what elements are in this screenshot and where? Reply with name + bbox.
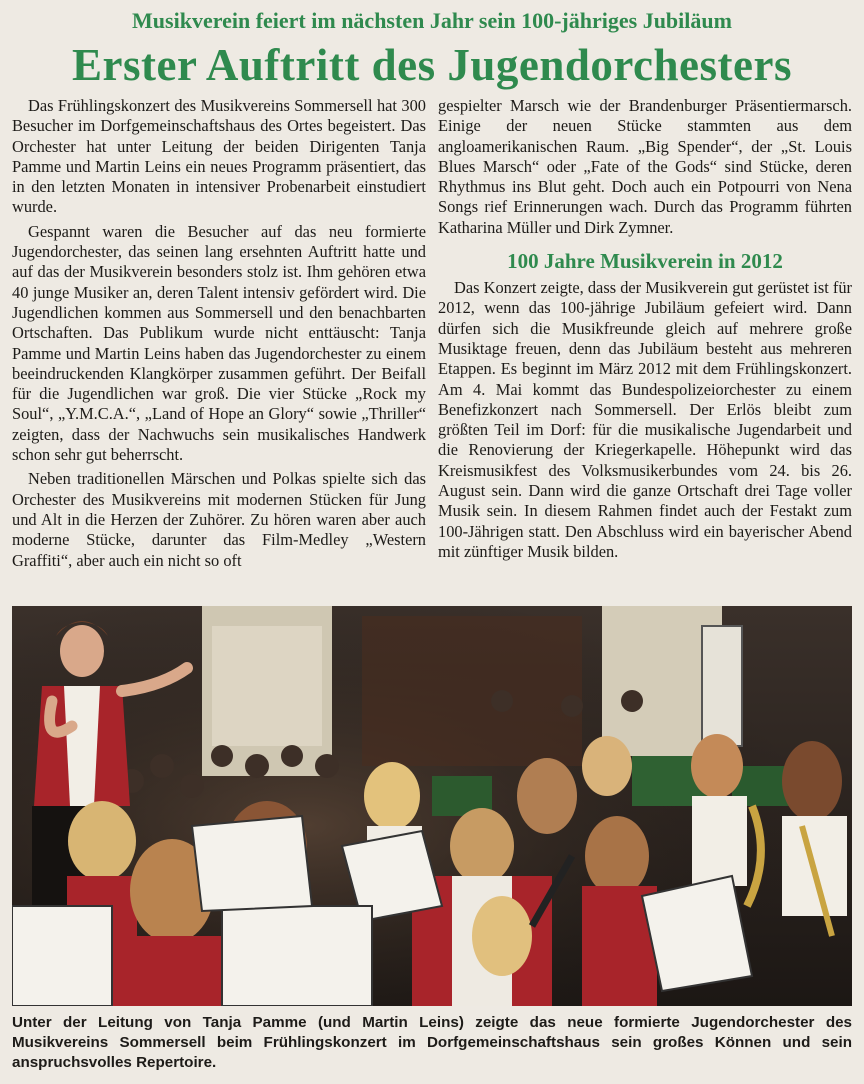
paragraph-continuation: gespielter Marsch wie der Brandenburger Präsentiermarsch. Einige der neuen Stücke stammten aus dem angloamerikanischen Raum. „Big Spender“, der „St. Louis Blues Marsch“ oder „Fate of the Gods“ sind Stücke, deren Rhythmus ins Blut geht. Doch auch ein Potpourri von Nena Songs rief Erinnerungen wach. Durch das Programm führten Katharina Müller und Dirk Zymner. — [438, 96, 852, 237]
concert-photo-illustration — [12, 606, 852, 1006]
sheet-music — [192, 816, 312, 911]
right-column — [438, 96, 852, 562]
paragraph-anniversary: Das Konzert zeigte, dass der Musikverein gut gerüstet ist für 2012, wenn das 100-jährige Jubiläum gefeiert wird. Dann dürfen sich die Musikfreunde gleich auf mehrere große Musiktage freuen, denn das Jubiläum besteht aus mehreren Etappen. Es beginnt im März 2012 mit dem Frühlingskonzert. Am 4. Mai kommt das Bundespolizeiorchester zu einem Benefizkonzert nach Sommersell. Der Erlös bleibt zum größten Teil im Dorf: für die musikalische Jugendarbeit und die Renovierung der Kriegerkapelle. Höhepunkt wird das Kreismusikfest des Volksmusikerbundes vom 24. bis 26. August sein. Dann wird die ganze Ortschaft drei Tage voller Musik sein. In diesem Rahmen findet auch der Festakt zum 100-Jährigen statt. Den Abschluss wird ein bayerischer Abend mit zünftiger Musik bilden. — [438, 278, 852, 561]
photo-caption: Unter der Leitung von Tanja Pamme (und Martin Leins) zeigte das neue formierte Jugendorchester des Musikvereins Sommersell beim Frühlingskonzert im Dorfgemeinschaftshaus sein großes Können und sein anspruchsvolles Repertoire. — [12, 1014, 852, 1071]
paragraph-intro: Das Frühlingskonzert des Musikvereins Sommersell hat 300 Besucher im Dorfgemeinschaftshaus des Ortes begeistert. Das Orchester hat unter Leitung der beiden Dirigenten Tanja Pamme und Martin Leins ein neues Programm präsentiert, das in den letzten Monaten in intensiver Probenarbeit einstudiert wurde. — [12, 96, 426, 217]
sheet-music — [642, 876, 752, 991]
concert-photo — [12, 606, 852, 1006]
article-headline: Erster Auftritt des Jugendorchesters — [72, 40, 792, 90]
left-column — [12, 96, 426, 571]
subheading: 100 Jahre Musikverein in 2012 — [507, 249, 783, 274]
sheet-music — [222, 906, 372, 1006]
article-kicker: Musikverein feiert im nächsten Jahr sein 100-jähriges Jubiläum — [132, 8, 732, 33]
sheet-music — [12, 906, 112, 1006]
paragraph-youth-orchestra: Gespannt waren die Besucher auf das neu formierte Jugendorchester, das seinen lang ersehnten Auftritt hatte und auf das der Musikverein besonders stolz ist. Ihm gehören etwa 40 junge Musiker an, deren Talent intensiv gefördert wird. Die Jugendlichen kommen aus Sommersell und den benachbarten Ortschaften. Das Publikum wurde nicht enttäuscht: Tanja Pamme und Martin Leins haben das Jugendorchester zu einem beeindruckenden Klangkörper zusammen geführt. Der Beifall für die Jugendlichen war groß. Die vier Stücke „Rock my Soul“, „Y.M.C.A.“, „Land of Hope an Glory“ sowie „Thriller“ zeigten, dass der Nachwuchs sein musikalisches Handwerk schon sehr gut beherrscht. — [12, 221, 426, 465]
paragraph-program: Neben traditionellen Märschen und Polkas spielte sich das Orchester des Musikvereins mit modernen Stücken für Jung und Alt in die Herzen der Zuhörer. Zu hören waren aber auch moderne Stücke, darunter das Film-Medley „Western Graffiti“, aber auch ein nicht so oft — [12, 469, 426, 570]
